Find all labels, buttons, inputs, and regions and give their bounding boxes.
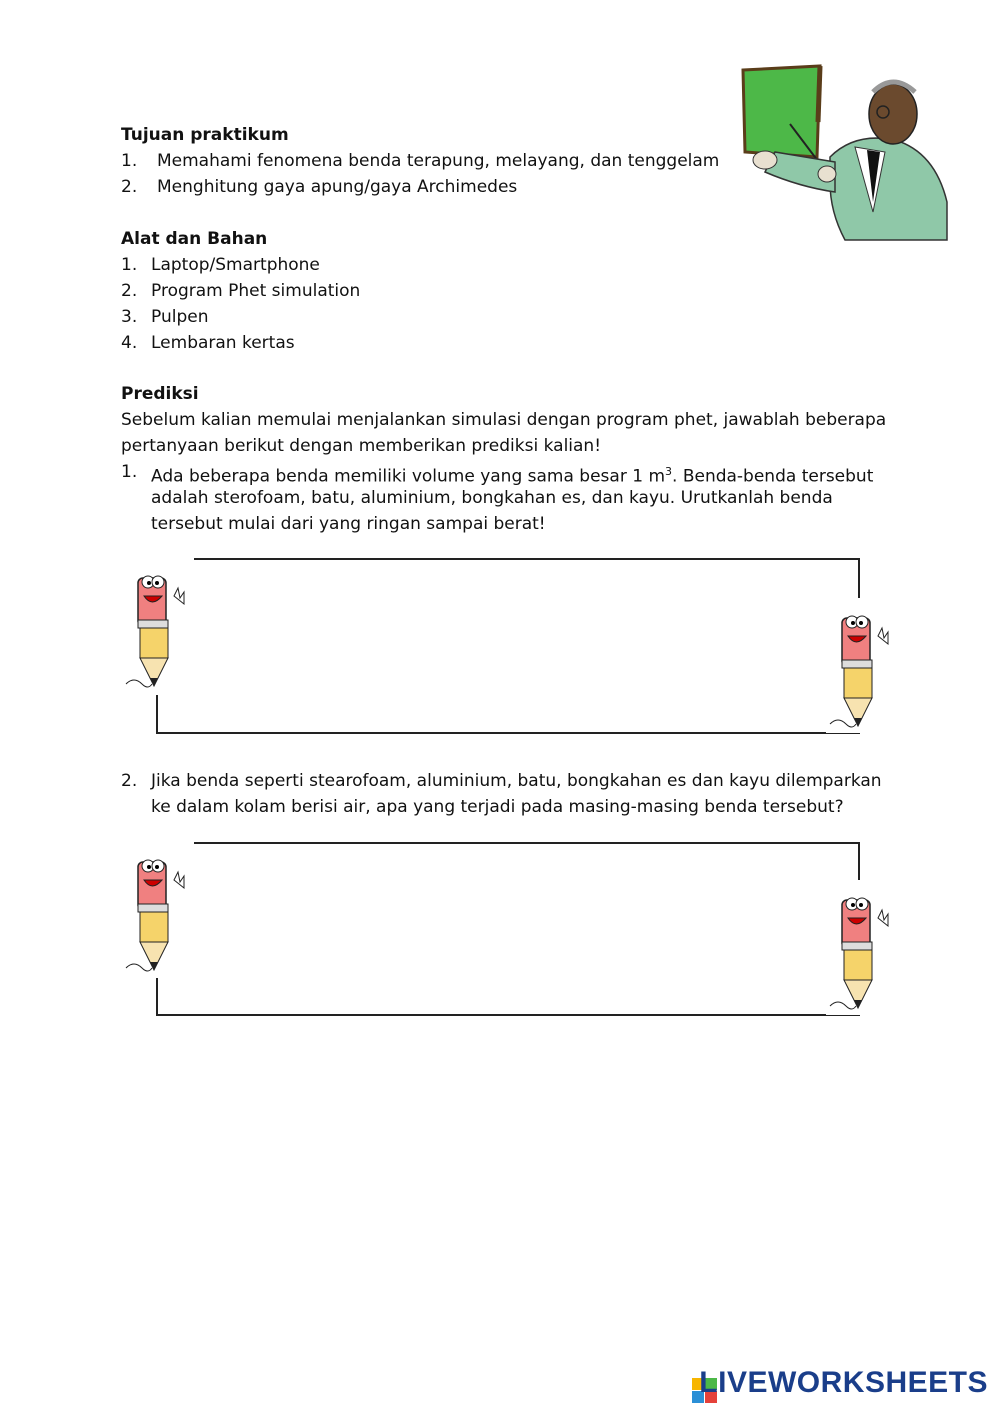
prediksi-heading: Prediksi [121,384,199,404]
question-text-line: Jika benda seperti stearofoam, aluminium, batu, bongkahan es dan kayu dilemparkan [151,771,882,791]
item-text: Memahami fenomena benda terapung, melayang, dan tenggelam [157,151,720,171]
pencil-mascot-right-2 [826,880,898,1015]
alat-heading: Alat dan Bahan [121,229,268,249]
answer-box-border [858,558,860,598]
item-number: 4. [121,333,138,353]
item-number: 2. [121,281,138,301]
item-text: Laptop/Smartphone [151,255,320,275]
answer-input-1[interactable] [200,565,824,724]
question-number: 2. [121,771,138,791]
superscript: 3 [665,465,673,478]
question-1 [121,459,881,539]
item-number: 1. [121,151,138,171]
liveworksheets-brand[interactable]: LIVEWORKSHEETS [699,1366,988,1399]
question-number: 1. [121,462,138,482]
question-text: Ada beberapa benda memiliki volume yang sama besar 1 m [151,466,666,487]
question-text-line: adalah sterofoam, batu, aluminium, bongkahan es, dan kayu. Urutkanlah benda [151,488,833,508]
answer-box-border [858,842,860,882]
answer-input-2[interactable] [200,850,824,1009]
item-text: Pulpen [151,307,209,327]
prediksi-intro: pertanyaan berikut dengan memberikan prediksi kalian! [121,436,602,456]
pencil-mascot-right-1 [826,598,898,733]
item-number: 1. [121,255,138,275]
item-text: Lembaran kertas [151,333,295,353]
question-text-line: tersebut mulai dari yang ringan sampai berat! [151,514,546,534]
item-text: Menghitung gaya apung/gaya Archimedes [157,177,518,197]
question-text-line: ke dalam kolam berisi air, apa yang terjadi pada masing-masing benda tersebut? [151,797,844,817]
item-number: 3. [121,307,138,327]
prediksi-intro: Sebelum kalian memulai menjalankan simulasi dengan program phet, jawablah beberapa [121,410,887,430]
question-text: . Benda-benda tersebut [672,466,874,487]
item-number: 2. [121,177,138,197]
tujuan-heading: Tujuan praktikum [121,125,289,145]
answer-box-border [156,695,158,732]
answer-box-border [156,978,158,1014]
pencil-mascot-left-1 [122,558,194,693]
item-text: Program Phet simulation [151,281,361,301]
pencil-mascot-left-2 [122,842,194,977]
question-2 [121,768,901,822]
teacher-illustration [735,62,950,242]
